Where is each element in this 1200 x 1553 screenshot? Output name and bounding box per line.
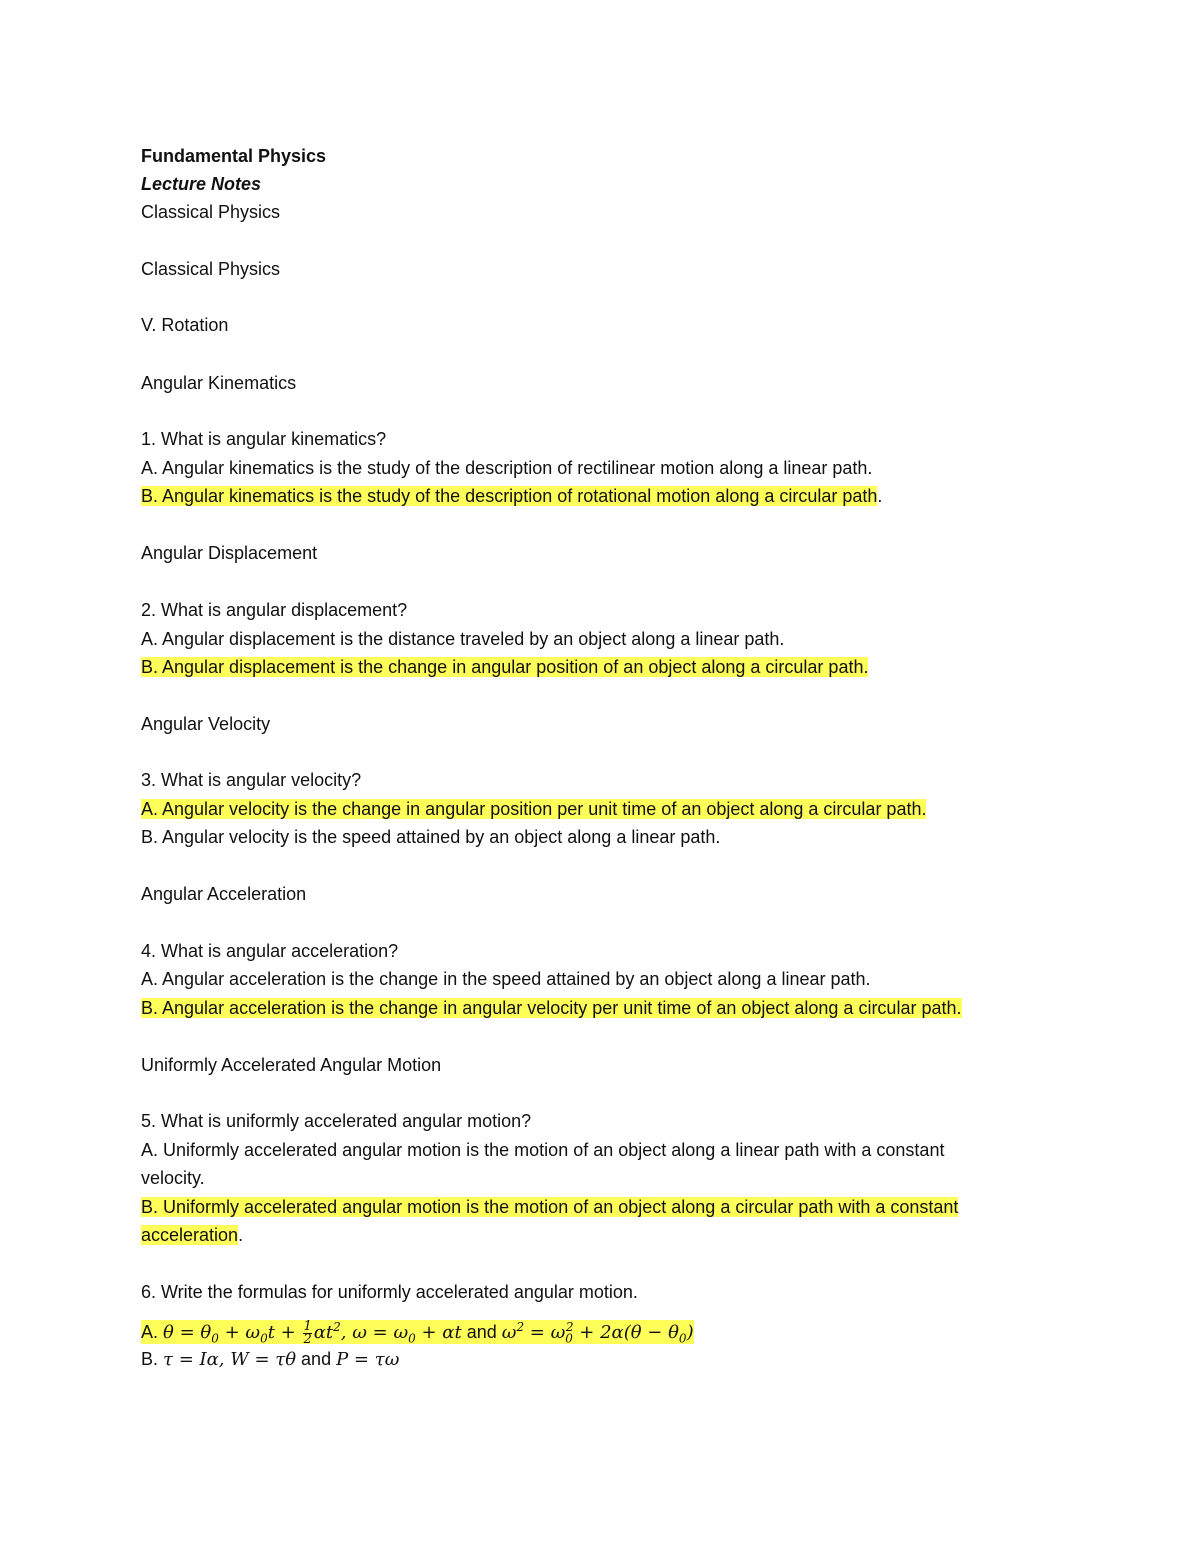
question: 5. What is uniformly accelerated angular motion? xyxy=(141,1111,532,1131)
formula-part: ω xyxy=(501,1322,517,1343)
course-name: Classical Physics xyxy=(141,202,281,222)
formula-part: , xyxy=(340,1322,353,1343)
option-a-correct-formulas xyxy=(141,1310,694,1347)
section-heading: Angular Displacement xyxy=(141,543,318,563)
section-heading: Angular Acceleration xyxy=(141,884,307,904)
option-b-correct-line1 xyxy=(141,1193,958,1221)
formula-part: + αt xyxy=(415,1322,462,1343)
question: 6. Write the formulas for uniformly accelerated angular motion. xyxy=(141,1282,638,1302)
option-a-line2: velocity. xyxy=(141,1168,205,1188)
punctuation: . xyxy=(238,1225,244,1245)
option-label: A. xyxy=(141,1322,159,1342)
question: 3. What is angular velocity? xyxy=(141,770,362,790)
fraction-numerator: 1 xyxy=(303,1318,312,1334)
formula-part: ) xyxy=(686,1322,694,1343)
subscript: 0 xyxy=(211,1331,219,1346)
highlight: acceleration xyxy=(141,1225,239,1245)
formula-part: + ω xyxy=(218,1322,261,1343)
fraction xyxy=(303,1318,312,1347)
highlight xyxy=(141,1318,694,1347)
formula-part: t + xyxy=(267,1322,302,1343)
formula-torque-work: τ = Iα, W = τθ xyxy=(163,1349,297,1370)
formula-part: = ω xyxy=(524,1322,566,1343)
superscript: 2 xyxy=(516,1320,525,1334)
formula-omega-squared xyxy=(501,1320,694,1346)
punctuation: . xyxy=(877,486,883,506)
section-heading: Angular Velocity xyxy=(141,714,271,734)
formula-part: ω = ω xyxy=(352,1322,409,1343)
document-title: Fundamental Physics xyxy=(141,146,327,166)
option-a-correct xyxy=(141,795,926,823)
document-subtitle: Lecture Notes xyxy=(141,174,262,194)
option-a: A. Angular kinematics is the study of the description of rectilinear motion along a linear path. xyxy=(141,458,873,478)
option-b-correct-line2 xyxy=(141,1221,243,1249)
conjunction: and xyxy=(461,1322,502,1342)
fraction-denominator: 2 xyxy=(303,1331,312,1347)
option-b-correct xyxy=(141,994,962,1022)
option-b-correct xyxy=(141,653,868,681)
highlight: B. Angular kinematics is the study of the description of rotational motion along a circular path xyxy=(141,486,878,506)
highlight: B. Angular displacement is the change in angular position of an object along a circular path. xyxy=(141,657,869,677)
section-heading: Uniformly Accelerated Angular Motion xyxy=(141,1055,442,1075)
superscript: 2 xyxy=(333,1320,341,1334)
chapter-heading: V. Rotation xyxy=(141,315,229,335)
subscript: 0 xyxy=(565,1331,573,1346)
formula-part: θ = θ xyxy=(163,1322,212,1343)
option-a-line1: A. Uniformly accelerated angular motion is the motion of an object along a linear path with a constant xyxy=(141,1140,945,1160)
option-b-correct xyxy=(141,482,882,510)
superscript: 2 xyxy=(565,1320,574,1334)
question: 2. What is angular displacement? xyxy=(141,600,408,620)
option-a: A. Angular displacement is the distance traveled by an object along a linear path. xyxy=(141,629,785,649)
highlight: B. Angular acceleration is the change in angular velocity per unit time of an object along a circular path. xyxy=(141,998,962,1018)
formula-power: P = τω xyxy=(336,1349,400,1370)
option-b: B. Angular velocity is the speed attained by an object along a linear path. xyxy=(141,827,721,847)
section-heading: Angular Kinematics xyxy=(141,373,297,393)
course-name-repeat: Classical Physics xyxy=(141,259,281,279)
highlight: B. Uniformly accelerated angular motion is the motion of an object along a circular path with a constant xyxy=(141,1197,959,1217)
subscript: 0 xyxy=(408,1331,416,1346)
formula-part: + 2α(θ − θ xyxy=(573,1322,679,1343)
formula-theta xyxy=(163,1318,462,1347)
subscript: 0 xyxy=(260,1331,268,1346)
option-a: A. Angular acceleration is the change in the speed attained by an object along a linear path. xyxy=(141,969,871,989)
highlight: A. Angular velocity is the change in angular position per unit time of an object along a circular path. xyxy=(141,799,927,819)
conjunction: and xyxy=(296,1349,337,1369)
option-b-formulas xyxy=(141,1345,399,1373)
question: 4. What is angular acceleration? xyxy=(141,941,399,961)
formula-part: αt xyxy=(313,1322,334,1343)
subscript: 0 xyxy=(678,1331,687,1346)
question: 1. What is angular kinematics? xyxy=(141,429,387,449)
option-label: B. xyxy=(141,1349,159,1369)
